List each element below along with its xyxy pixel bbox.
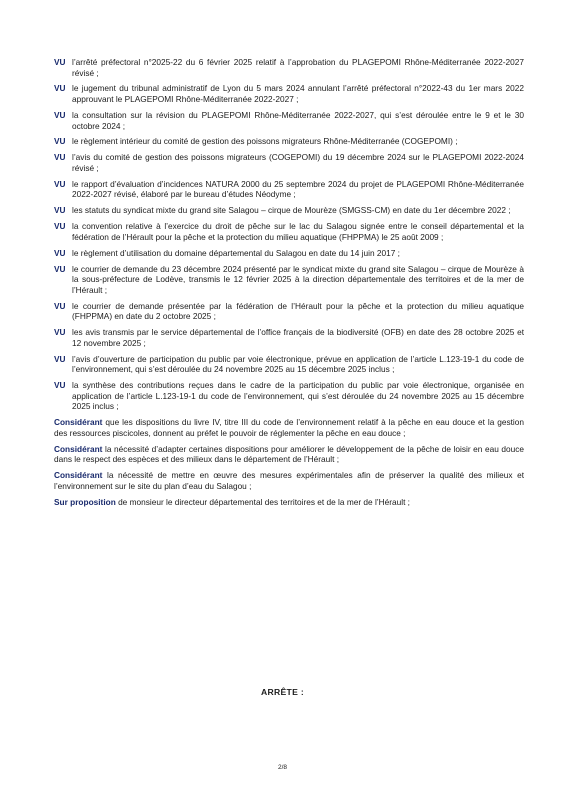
visa-item: [54, 152, 524, 173]
visa-prefix: VU: [54, 263, 66, 274]
visa-item: [54, 248, 524, 259]
visa-item: [54, 264, 524, 296]
visa-prefix: VU: [54, 152, 66, 163]
visa-prefix: VU: [54, 178, 66, 189]
visa-text: la convention relative à l’exercice du droit de pêche sur le lac du Salagou signée entre le conseil départemental et la fédération de l’Hérault pour la pêche et la protection du milieu aquatique (FHPPMA) le 25 août 2009 ;: [72, 221, 524, 242]
visa-item: [54, 301, 524, 322]
visa-text: les avis transmis par le service départemental de l’office français de la biodiversité (OFB) en date des 28 octobre 2025 et 12 novembre 2025 ;: [72, 327, 524, 348]
visa-item: [54, 83, 524, 104]
visa-text: le rapport d’évaluation d’incidences NATURA 2000 du 25 septembre 2024 du projet de PLAGEPOMI Rhône-Méditerranée 2022-2027 révisé, élaboré par le bureau d’études Néodyme ;: [72, 178, 524, 200]
visa-text: le règlement intérieur du comité de gestion des poissons migrateurs Rhône-Méditerranée (COGEPOMI) ;: [72, 136, 458, 147]
considerant-paragraph: [54, 417, 524, 438]
visa-text: les statuts du syndicat mixte du grand site Salagou – cirque de Mourèze (SMGSS-CM) en date du 1er décembre 2022 ;: [72, 205, 511, 216]
visa-prefix: VU: [54, 83, 66, 94]
visa-text: l’avis d’ouverture de participation du public par voie électronique, prévue en application de l’article L.123-19-1 du code de l’environnement, qui s’est déroulée du 24 novembre 2025 au 15 décembre 2025 inclus ;: [72, 353, 524, 375]
visa-text: le règlement d’utilisation du domaine départemental du Salagou en date du 14 juin 2017 ;: [72, 247, 400, 258]
visa-prefix: VU: [54, 57, 66, 67]
considerant-keyword: Considérant: [54, 443, 103, 454]
considerant-text: la nécessité de mettre en œuvre des mesures expérimentales afin de préserver la qualité des milieux et l’environnement sur le site du plan d’eau du Salagou ;: [54, 470, 524, 491]
visa-prefix: VU: [54, 380, 66, 391]
visa-item: [54, 179, 524, 200]
visa-prefix: VU: [54, 327, 66, 338]
document-body: [54, 57, 524, 513]
visa-item: [54, 110, 524, 131]
visa-item: [54, 221, 524, 242]
visa-prefix: VU: [54, 136, 66, 147]
considerant-keyword: Considérant: [54, 470, 103, 481]
visa-prefix: VU: [54, 247, 66, 258]
visa-text: l’avis du comité de gestion des poissons migrateurs (COGEPOMI) du 19 décembre 2024 sur le PLAGEPOMI 2022-2024 révisé ;: [72, 152, 524, 173]
visa-item: [54, 380, 524, 412]
visa-text: la consultation sur la révision du PLAGEPOMI Rhône-Méditerranée 2022-2027, qui s’est déroulée entre le 9 et le 30 octobre 2024 ;: [72, 109, 524, 131]
considerant-keyword: Considérant: [54, 417, 103, 428]
visa-text: le courrier de demande du 23 décembre 2024 présenté par le syndicat mixte du grand site Salagou – cirque de Mourèze à la sous-préfecture de Lodève, transmis le 12 février 2025 à la direction départementale des territoires et de la mer de l’Hérault ;: [72, 263, 524, 295]
visa-prefix: VU: [54, 109, 66, 120]
considerant-text: que les dispositions du livre IV, titre III du code de l’environnement relatif à la pêche en eau douce et la gestion des ressources piscicoles, donnent au préfet le pouvoir de réglementer la pêche en eau douce ;: [54, 417, 524, 438]
visa-text: l’arrêté préfectoral n°2025-22 du 6 février 2025 relatif à l’approbation du PLAGEPOMI Rhône-Méditerranée 2022-2027 révisé ;: [72, 57, 524, 78]
page-number: 2/8: [277, 764, 288, 771]
visa-item: [54, 57, 524, 78]
visa-text: le jugement du tribunal administratif de Lyon du 5 mars 2024 annulant l’arrêté préfectoral n°2022-43 du 1er mars 2022 approuvant le PLAGEPOMI Rhône-Méditerranée 2022-2027 ;: [72, 83, 524, 105]
visa-prefix: VU: [54, 221, 66, 232]
visa-item: [54, 327, 524, 348]
proposal-text: de monsieur le directeur départemental des territoires et de la mer de l’Hérault ;: [115, 496, 410, 507]
proposal-keyword: Sur proposition: [54, 496, 116, 507]
considerant-paragraph: [54, 470, 524, 491]
visa-prefix: VU: [54, 300, 66, 311]
visa-prefix: VU: [54, 205, 66, 216]
visa-item: [54, 136, 524, 147]
visa-item: [54, 205, 524, 216]
visa-text: la synthèse des contributions reçues dans le cadre de la participation du public par voie électronique, organisée en application de l’article L.123-19-1 du code de l’environnement, qui s’est déroulée du 24 novembre 2025 au 15 décembre 2025 inclus ;: [72, 380, 524, 412]
arrete-heading: ARRÊTE :: [261, 687, 304, 697]
considerant-text: la nécessité d’adapter certaines dispositions pour améliorer le développement de la pêche de loisir en eau douce dans le respect des espèces et des milieux dans le département de l’Hérault ;: [54, 443, 524, 465]
visa-prefix: VU: [54, 353, 66, 364]
visa-list: [54, 57, 524, 412]
considerant-paragraph: [54, 444, 524, 465]
considerant-list: [54, 417, 524, 507]
visa-text: le courrier de demande présentée par la fédération de l’Hérault pour la pêche et la protection du milieu aquatique (FHPPMA) en date du 2 octobre 2025 ;: [72, 300, 524, 322]
visa-item: [54, 354, 524, 375]
proposal-paragraph: [54, 497, 524, 508]
